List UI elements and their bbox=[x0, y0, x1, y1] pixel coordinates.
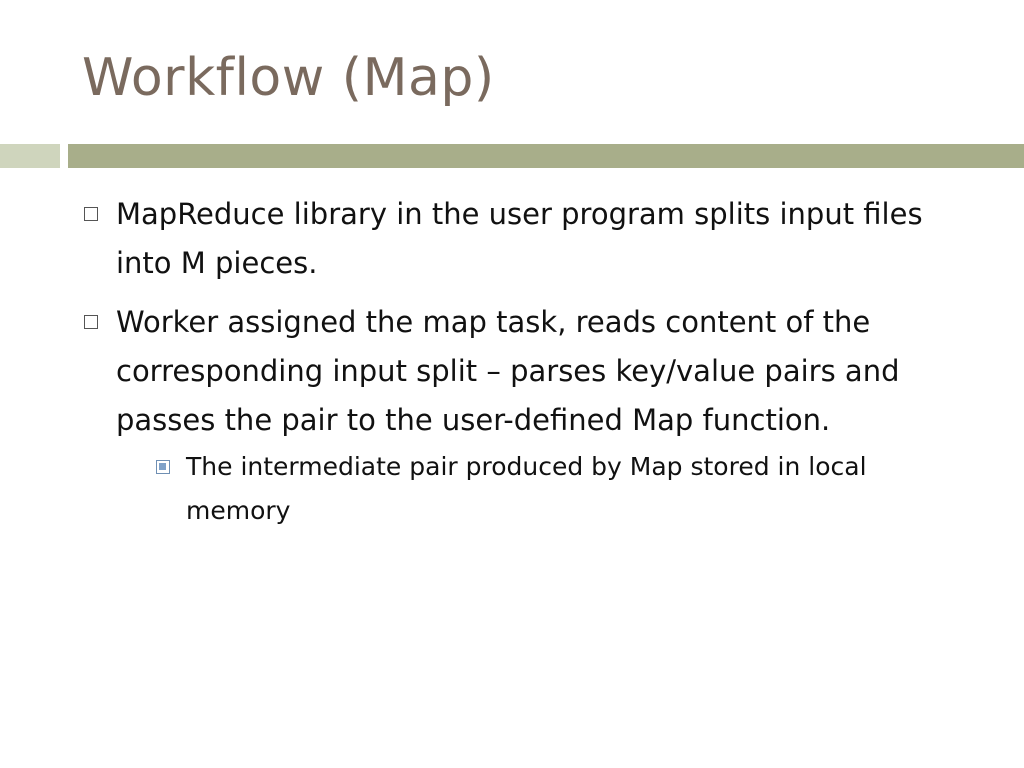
bullet-list bbox=[82, 190, 962, 543]
sub-bullet-list bbox=[116, 445, 962, 533]
sub-bullet-text: The intermediate pair produced by Map stored in local memory bbox=[186, 452, 867, 525]
title-divider-left bbox=[0, 144, 60, 168]
slide-title: Workflow (Map) bbox=[82, 48, 495, 108]
bullet-item bbox=[82, 298, 962, 533]
title-divider-right bbox=[68, 144, 1024, 168]
square-bullet-icon bbox=[84, 207, 98, 221]
bullet-text: MapReduce library in the user program splits input files into M pieces. bbox=[116, 197, 923, 280]
bullet-item bbox=[82, 190, 962, 288]
filled-square-bullet-icon bbox=[156, 460, 170, 474]
bullet-text: Worker assigned the map task, reads content of the corresponding input split – parses key/value pairs and passes the pair to the user-defined Map function. bbox=[116, 305, 900, 437]
sub-bullet-item bbox=[152, 445, 962, 533]
square-bullet-icon bbox=[84, 315, 98, 329]
